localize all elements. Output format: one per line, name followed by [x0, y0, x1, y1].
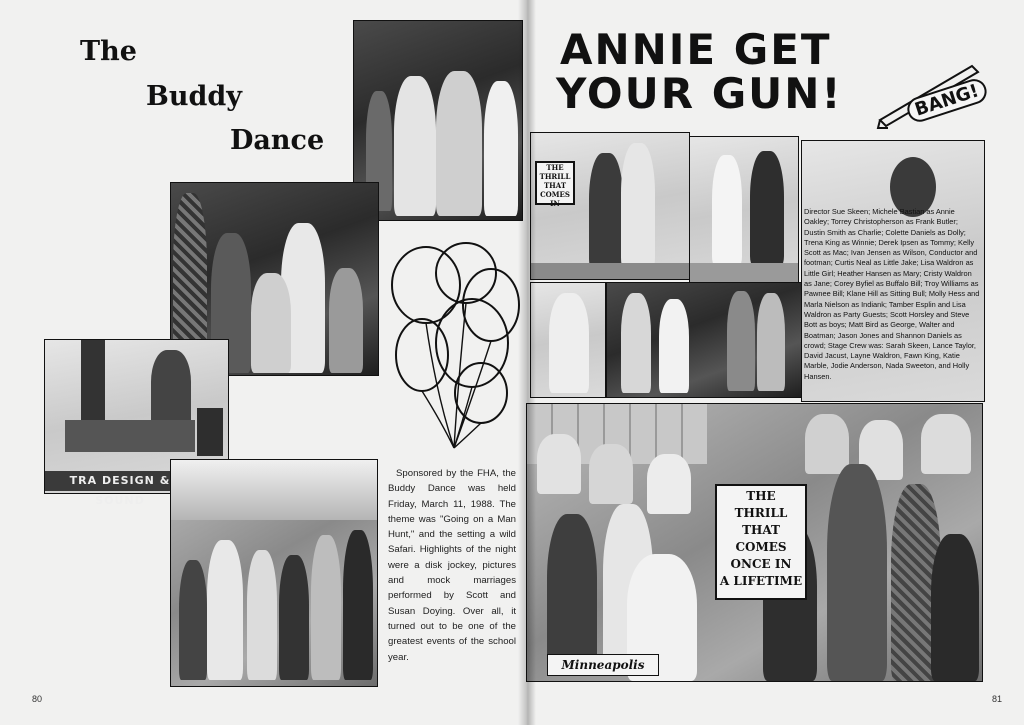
- title-word-the: The: [80, 36, 137, 67]
- sign-line: THE: [746, 489, 776, 503]
- play-title-line2: YOUR GUN!: [556, 69, 843, 118]
- sign-line: A LIFETIME: [719, 574, 803, 588]
- title-word-buddy: Buddy: [146, 81, 242, 112]
- photo-stage-scene: [606, 282, 802, 398]
- balloon: [436, 243, 496, 303]
- title-word-dance: Dance: [230, 125, 325, 156]
- minneapolis-sign: Minneapolis: [547, 654, 659, 676]
- photo-stage-embrace: [530, 282, 606, 398]
- book-gutter: [518, 0, 536, 725]
- photo-stage-duet: [689, 136, 799, 284]
- thrill-sign-small: THE THRILL THAT COMES IN: [535, 161, 575, 205]
- buddy-dance-article: Sponsored by the FHA, the Buddy Dance was held Friday, March 11, 1988. The theme was "Going on a Man Hunt," and the setting a wild Safari. Highlights of the night were a disk jockey, pictures and mock marriages performed by Scott and Susan Doying. Over all, it turned out to be one of the greatest events of the school year.: [388, 468, 516, 663]
- bang-label: BANG!: [904, 76, 989, 125]
- balloons-illustration: [386, 243, 521, 458]
- photo-dance-crowd: [170, 459, 378, 687]
- sign-line: ONCE IN: [730, 557, 792, 571]
- page-number-right: 81: [992, 694, 1003, 704]
- thrill-sign-large: [715, 484, 807, 600]
- page-number-left: 80: [32, 694, 43, 704]
- sign-line: THRILL: [734, 506, 788, 520]
- sign-line: THAT: [742, 523, 780, 537]
- play-title-line1: ANNIE GET: [560, 25, 832, 74]
- sign-line: COMES: [735, 540, 787, 554]
- dj-banner: TRA DESIGN & SOUND: [45, 471, 195, 491]
- photo-cast-group: [526, 403, 983, 682]
- cast-caption: Director Sue Skeen; Michele Bastian as Annie Oakley; Torrey Christopherson as Frank Butler; Dustin Smith as Charlie; Colette Daniels as Dolly; Trena King as Winnie; Derek Ipsen as Tommy; Kelly Scott as Mac; Ivan Jensen as Wilson, Conductor and footman; Curtis Neal as Little Jake; Lisa Waldron as Little Girl; Heather Hansen as Mary; Cristy Waldron as Jane; Corey Byfiel as Buffalo Bill; Troy Williams as Pawnee Bill; Klane Hill as Sitting Bull; Molly Hess and Marla Nielson as Indiank; Tamber Esplin and Lisa Waldron as Party Guests; Scott Horsley and Steve Bott as boys; Matt Bird as George, Walter and Boatman; Jason Jones and Shannon Daniels as crowd; Stage Crew was: Sarah Skeen, Lance Taylor, David Jacust, Layne Waldron, Fawn King, Katie Marble, Jodie Anderson, Nada Sweeton, and Holly Hansen.: [804, 207, 980, 381]
- balloon: [392, 247, 460, 323]
- photo-stage-dance: [530, 132, 690, 280]
- balloon: [396, 319, 448, 391]
- right-page: [526, 0, 1024, 725]
